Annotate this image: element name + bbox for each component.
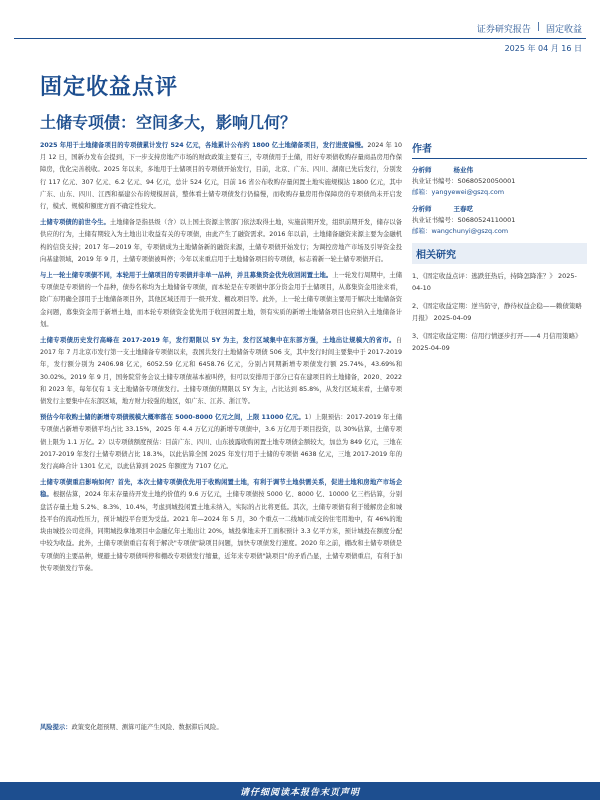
category-tag: 固定收益 <box>545 25 582 35</box>
paragraph-text: 根据估算，2024 年末存量待开发土地约价值约 9.6 万亿元，土储专项债按 5000 亿、8000 亿、10000 亿三档估算，分别盘活存量土地 5.2%、8.3%、10.4%，考虑到城投闲置土地未纳入，实际的占比将更低。其次，土储专项债有利于缓解房企和城投平台的流动性压力，预计城投平台更为受益。2021 年—2024 年 5 月，30 个重点一二线城市成交的住宅用地中，有 46%的地块由城投公司竞得，同期城投拿地项目中金融亿年土地出让 20%，城投拿地未开工面积预计 3.3 亿平方米，预计城投在额度分配中较为收益。此外，土储专项债重启有利于解决"专项债"缺项目问题，加快专项债发行速度。2020 年之前，棚改和土储专项债是专项债的主要品种，规避土储专项债叫停和棚改专项债发行缩量，近年来专项债"缺项目"的矛盾凸显，土储专项债重启，有利于加快专项债发行节奏。 <box>40 491 403 572</box>
paragraph-lead: 预估今年收购土储的新增专项债规模大概率落在 5000-8000 亿元之间，上限 11000 亿元。 <box>40 414 305 422</box>
risk-text: 政策变化超预期、测算可能产生风险、数据滞后风险。 <box>71 724 223 731</box>
body-paragraph <box>40 140 402 213</box>
related-research-list <box>412 270 587 354</box>
body-paragraph <box>40 477 402 575</box>
analyst-email[interactable]: 邮箱：yangyewei@gszq.com <box>412 188 505 196</box>
paragraph-text: 土地储备是指县级（含）以上国土资源主管部门依法取得土地，实施前期开发，组织前期开发，储存以备供应的行为，土储有期较入为土地出让收益有关的专项债，由此产生了融资需求。2016 年以前，土地储备融资来源主要为金融机构的信贷支持；2017 年—2019 年，专项债成为土地储备新的融资来源，土储专项债开始发行；为调控房地产市场及引导资金投向基建领域，2019 年 9 月，土储专项债被叫停；今年以来重启用于土地储备项目的专项债，标志着新一轮土储专项债开启。 <box>40 219 403 263</box>
paragraph-lead: 2025 年用于土地储备项目的专项债累计发行 524 亿元，各地累计公布约 1800 亿土地储备项目，发行进度偏慢。 <box>40 142 368 149</box>
related-research-title: 相关研究 <box>412 243 587 264</box>
paragraph-lead: 与上一轮土储专项债不同，本轮用于土储项目的专项债并非单一品种，并且募集资金优先收回闲置土地。 <box>40 272 333 280</box>
report-date: 2025 年 04 月 16 日 <box>504 44 582 53</box>
body-paragraph <box>40 270 402 331</box>
sidebar <box>412 140 587 360</box>
related-research-item[interactable]: 2、《固定收益定期：逆当防守，静待权益企稳——赖债策略月报》 2025-04-09 <box>412 302 582 322</box>
footer-bar <box>0 782 600 800</box>
analyst-card <box>412 204 587 237</box>
category-title: 固定收益点评 <box>40 75 179 100</box>
paragraph-text: 自 2017 年 7 月北京市发行第一支土地储备专项债以来，我国共发行土地储备专项债 506 支，其中发行时间主要集中于 2017-2019 年，发行额分别为 2406.98 亿元，6052.59 亿元和 6458.76 亿元，分别占同期新增专项债发行额 25.74%，43.69%和 30.02%。2019 年 9 月，国务院常务会议土储专项债基本被叫停，但可以安排用于部分已有在建项目的土地储备，2020、2022 和 2023 年，每年仅有 1 支土地储备专项债发行。土储专项债的期限以 5Y 为主，占比达到 85.8%，从发行区域来看，土储专项债发行主要集中在东部区域，地方财力较强的地区，如广东、江苏、浙江等。 <box>40 337 402 406</box>
authors-title: 作者 <box>412 140 587 159</box>
paragraph-text: 2024 年 10 月 12 日，国新办发布会提到，下一步支持房地产市场的财政政策主要有三，专项债用于土储，用好专项债收购存量商品房用作保障房，优化完善税收。2025 年以来，多地用于土储项目的专项债开始发行，目前，北京、广东、四川、湖南已先后发行，分别发行 117 亿元、307 亿元、6.2 亿元、94 亿元，总计 524 亿元，目前 16 省公布收购存量闲置土地实施规模达 1800 亿元，其中广东、山东、四川、江西和福建公布的规模居前，整体看土储专项债发行仍偏慢，而收购存量房用作保障房的专项债尚未开启发行，模式、规模和額度方面不确定性较大。 <box>40 142 402 211</box>
report-header <box>477 22 582 35</box>
body-paragraph <box>40 412 402 473</box>
analyst-license: 执业证书编号：S0680520050001 <box>412 177 516 185</box>
paragraph-lead: 土储专项债重启影响如何？首先，本次土储专项债优先用于收购闲置土地，有利于调节土地供需关系，促进土地和房地产市场企稳。 <box>40 479 402 499</box>
paragraph-text: 上一轮发行周期中，土储专项债是专项债的一个品种，债券名称均为土地储备专项债，而本轮是在专项债中部分资金用于土储项目，从募集资金用途来看，除广东明确全部用于土地储备项目外，其他区域还用于一级开发、棚改项目等。此外，上一轮土储专项债主要用于解决土地储备资金问题，募集资金用于新增土地，而本轮专项债资金优先用于收回闲置土地，领有实质的新增土地储备项目也应纳入土地储备计划。 <box>40 272 403 328</box>
paragraph-lead: 土储专项债的前世今生。 <box>40 219 110 227</box>
header-separator: | <box>536 22 540 32</box>
report-headline: 土储专项债：空间多大，影响几何？ <box>40 113 297 132</box>
main-body <box>40 140 402 579</box>
related-research-item[interactable]: 3、《固定收益定期：信用行情逐步打开——4 月信用策略》 2025-04-09 <box>412 332 582 352</box>
paragraph-text: 1）上限预估：2017-2019 年土储专项债占新增专项债平均占比 33.15%，2025 年 4.4 万亿元的新增专项债中，3.6 万亿用于项目投资，以 30%估算，土储专项债上限为 1.1 万亿。2）以专项债额度预估：目前广东、四川、山东披露收购闲置土地专项债金额较大，加总为 849 亿元，三地在 2017-2019 年发行土储专项债占比 18.3%，以此估算全国 2025 年发行用于土储的专项债 4638 亿元，三地 2017-2019 年的发行高峰合计 1301 亿元，以此估算到 2025 年额度为 7107 亿元。 <box>40 414 402 471</box>
analyst-role: 分析师 <box>412 205 432 213</box>
risk-warning <box>40 722 402 733</box>
footer-disclaimer: 请仔细阅读本报告末页声明 <box>239 787 360 798</box>
analyst-role: 分析师 <box>412 166 432 174</box>
analyst-name: 杨业伟 <box>453 166 473 174</box>
header-divider <box>14 38 586 39</box>
analyst-license: 执业证书编号：S0680524110001 <box>412 216 516 224</box>
report-type-label: 证券研究报告 <box>476 25 531 35</box>
body-paragraph <box>40 335 402 408</box>
analyst-email[interactable]: 邮箱：wangchunyi@gszq.com <box>412 227 509 235</box>
body-paragraph <box>40 217 402 266</box>
related-research-item[interactable]: 1、《固定收益点评：逃跌狂热后，持降怎降准？》 2025-04-10 <box>412 272 577 292</box>
analyst-card <box>412 165 587 198</box>
paragraph-lead: 土储专项债历史发行高峰在 2017-2019 年，发行期限以 5Y 为主，发行区域集中在东部方强，土地出让规模大的省市。 <box>40 337 396 345</box>
risk-lead: 风险提示： <box>40 724 72 731</box>
analyst-name: 王春呓 <box>453 205 473 213</box>
